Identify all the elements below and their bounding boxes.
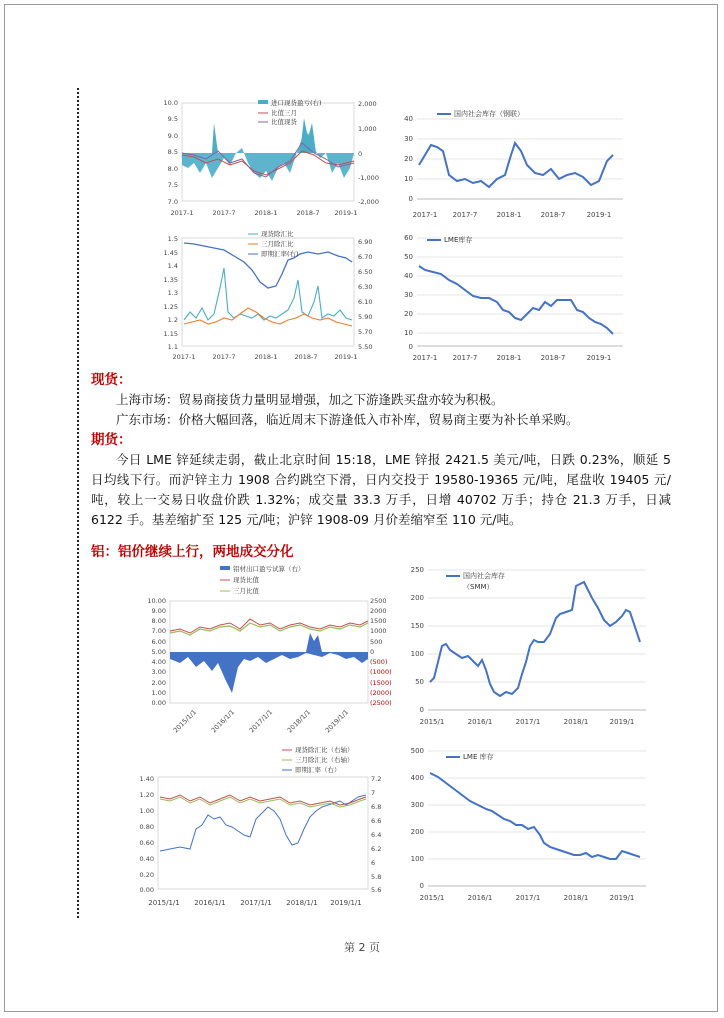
x-tick: 2018/1 bbox=[563, 718, 589, 726]
y-tick: 8.00 bbox=[151, 617, 166, 625]
x-tick: 2016/1 bbox=[467, 718, 493, 726]
y2-tick: 1000 bbox=[370, 627, 387, 635]
y-tick: 100 bbox=[410, 855, 424, 863]
y-tick: 300 bbox=[410, 801, 424, 809]
al-lme-stock-y-axis bbox=[411, 747, 424, 890]
y2-tick: 0 bbox=[370, 648, 375, 656]
y-tick: 150 bbox=[410, 622, 424, 630]
zinc-ratio-svg bbox=[148, 93, 378, 221]
y-tick: 1.35 bbox=[163, 276, 178, 284]
y2-tick: 1,000 bbox=[358, 125, 377, 133]
y-tick: 500 bbox=[410, 747, 424, 755]
y-tick: 1.25 bbox=[163, 303, 178, 311]
legend-entry: 即期汇率（右） bbox=[295, 766, 341, 774]
y2-tick: 6.50 bbox=[358, 268, 373, 276]
y2-tick: 6.8 bbox=[371, 803, 382, 811]
x-tick: 2017/1/1 bbox=[240, 899, 272, 907]
y2-tick: 7.2 bbox=[371, 775, 382, 783]
y-tick: 1.00 bbox=[151, 689, 166, 697]
zn-ratio-legend bbox=[258, 98, 322, 126]
legend-entry: 国内社会库存（钢联） bbox=[454, 110, 524, 118]
y-tick: 3.00 bbox=[151, 668, 166, 676]
zinc-lme-stock-chart bbox=[395, 228, 635, 364]
y-tick: 40 bbox=[404, 115, 413, 123]
zn-fx-spot-line bbox=[184, 268, 352, 320]
y2-tick: 6.4 bbox=[371, 831, 382, 839]
y-tick: 9.00 bbox=[151, 607, 166, 615]
legend-entry: 铝材出口盈亏试算（右） bbox=[233, 565, 305, 573]
legend-entry: LME库存 bbox=[444, 236, 473, 244]
al-ratio-legend bbox=[220, 564, 305, 595]
zn-ratio-bars bbox=[182, 118, 354, 181]
x-tick: 2018-1 bbox=[496, 211, 522, 219]
y2-tick: 5.50 bbox=[358, 343, 373, 351]
legend-entry: LME 库存 bbox=[463, 753, 494, 761]
aluminum-lme-stock-svg bbox=[400, 745, 650, 905]
x-tick: 2018-1 bbox=[496, 354, 522, 362]
margin-dotted-line bbox=[77, 88, 79, 918]
spot-shanghai-text: 上海市场：贸易商接货力量明显增强，加之下游逢跌买盘亦较为积极。 bbox=[116, 392, 504, 407]
spot-guangdong-text: 广东市场：价格大幅回落，临近周末下游逢低入市补库，贸易商主要为补长单采购。 bbox=[116, 412, 579, 427]
y-tick: 0.40 bbox=[139, 855, 154, 863]
al-fx-ratio-y2-axis bbox=[371, 775, 381, 894]
y2-tick: 5.8 bbox=[371, 873, 382, 881]
al-ratio-3m-line bbox=[170, 623, 368, 635]
aluminum-fx-ratio-svg bbox=[130, 745, 382, 915]
y2-tick: (1000) bbox=[370, 668, 392, 676]
zn-fx-ratio-y2-axis bbox=[358, 238, 372, 351]
x-tick: 2019/1/1 bbox=[323, 708, 351, 735]
y-tick: 1.45 bbox=[163, 249, 178, 257]
al-domestic-stock-y-axis bbox=[411, 566, 424, 714]
x-tick: 2019/1/1 bbox=[330, 899, 362, 907]
x-tick: 2016/1 bbox=[467, 894, 493, 902]
al-fx-3m-line bbox=[160, 797, 366, 807]
y-tick: 0.00 bbox=[151, 699, 166, 707]
x-tick: 2015/1 bbox=[419, 894, 445, 902]
y2-tick: 7 bbox=[371, 789, 376, 797]
y-tick: 250 bbox=[410, 566, 424, 574]
zinc-lme-stock-svg bbox=[395, 228, 635, 364]
y2-tick: -1,000 bbox=[358, 174, 379, 182]
y-tick: 7.00 bbox=[151, 627, 166, 635]
x-tick: 2017-1 bbox=[172, 353, 196, 361]
zinc-domestic-stock-chart bbox=[395, 95, 635, 223]
legend-entry: 即期汇率(右) bbox=[261, 250, 299, 258]
y-tick: 0.00 bbox=[139, 886, 154, 894]
y-tick: 9.5 bbox=[167, 115, 178, 123]
y2-tick: (500) bbox=[370, 658, 388, 666]
zn-lme-stock-legend bbox=[427, 235, 472, 244]
gridlines bbox=[428, 570, 646, 682]
aluminum-lme-stock-chart bbox=[400, 745, 650, 905]
y-tick: 10.0 bbox=[163, 99, 178, 107]
x-tick: 2016/1/1 bbox=[194, 899, 226, 907]
page-footer: 第 2 页 bbox=[344, 941, 380, 954]
al-domestic-stock-x-axis bbox=[420, 718, 635, 726]
zn-fx-ratio-legend bbox=[248, 229, 299, 258]
x-tick: 2018-7 bbox=[296, 209, 320, 217]
al-fx-ratio-y-axis bbox=[140, 775, 154, 894]
x-tick: 2016/1/1 bbox=[209, 708, 237, 735]
x-tick: 2015/1 bbox=[419, 718, 445, 726]
legend-entry: 三月除汇比（右轴） bbox=[295, 756, 354, 764]
futures-heading: 期货： bbox=[91, 432, 132, 448]
y-tick: 20 bbox=[404, 310, 413, 318]
y-tick: 200 bbox=[410, 594, 424, 602]
x-tick: 2019-1 bbox=[586, 354, 612, 362]
zn-fx-ratio-x-axis bbox=[172, 353, 357, 361]
y-tick: 10 bbox=[404, 175, 413, 183]
al-ratio-x-ticks bbox=[172, 708, 350, 734]
al-lme-stock-line bbox=[430, 773, 640, 859]
y-tick: 0.20 bbox=[139, 871, 154, 879]
x-tick: 2019-1 bbox=[586, 211, 612, 219]
al-ratio-x-axis bbox=[130, 709, 380, 735]
x-tick: 2019-1 bbox=[334, 209, 358, 217]
y2-tick: 0 bbox=[358, 150, 363, 158]
legend-entry: 进口现货盈亏(右) bbox=[271, 99, 322, 107]
legend-entry: 国内社会库存 bbox=[463, 572, 505, 580]
y-tick: 1.00 bbox=[139, 807, 154, 815]
zn-domestic-stock-x-axis bbox=[413, 211, 612, 219]
x-tick: 2018/1/1 bbox=[286, 899, 318, 907]
spot-heading: 现货： bbox=[91, 372, 132, 388]
legend-entry: 现货除汇比（右轴） bbox=[295, 746, 354, 754]
zinc-domestic-stock-svg bbox=[395, 95, 635, 223]
x-tick: 2015/1/1 bbox=[148, 899, 180, 907]
y-tick: 50 bbox=[415, 678, 424, 686]
aluminum-ratio-chart bbox=[130, 563, 392, 735]
legend-entry: 比值三月 bbox=[271, 109, 297, 117]
x-tick: 2019/1 bbox=[609, 718, 635, 726]
y-tick: 7.0 bbox=[167, 198, 178, 206]
y-tick: 4.00 bbox=[151, 658, 166, 666]
y2-tick: 6 bbox=[371, 859, 376, 867]
x-tick: 2018-7 bbox=[540, 211, 566, 219]
legend-entry: 现货除汇比 bbox=[261, 230, 294, 238]
y-tick: 10 bbox=[404, 329, 413, 337]
legend-entry: （SMM） bbox=[463, 583, 494, 591]
y-tick: 1.3 bbox=[167, 289, 178, 297]
y2-tick: 6.30 bbox=[358, 283, 373, 291]
aluminum-fx-ratio-chart bbox=[130, 745, 382, 915]
zn-domestic-stock-y-axis bbox=[404, 115, 413, 203]
al-export-bars bbox=[170, 652, 368, 693]
x-tick: 2018/1 bbox=[563, 894, 589, 902]
x-tick: 2018-7 bbox=[540, 354, 566, 362]
x-tick: 2018-1 bbox=[254, 209, 278, 217]
y2-tick: 5.70 bbox=[358, 328, 373, 336]
y-tick: 9.0 bbox=[167, 132, 178, 140]
y2-tick: (1500) bbox=[370, 679, 392, 687]
y-tick: 50 bbox=[404, 253, 413, 261]
y2-tick: 2000 bbox=[370, 607, 387, 615]
y-tick: 60 bbox=[404, 234, 413, 242]
y2-tick: -2,000 bbox=[358, 198, 379, 206]
y-tick: 1.40 bbox=[139, 775, 154, 783]
al-export-bars-positive bbox=[306, 633, 322, 652]
y2-tick: 2,000 bbox=[358, 100, 377, 108]
al-fx-spot-line bbox=[160, 795, 366, 805]
y-tick: 40 bbox=[404, 272, 413, 280]
y-tick: 1.15 bbox=[163, 330, 178, 338]
y-tick: 400 bbox=[410, 774, 424, 782]
y-tick: 1.4 bbox=[167, 262, 178, 270]
zn-lme-stock-y-axis bbox=[404, 234, 413, 351]
x-tick: 2017-7 bbox=[212, 209, 236, 217]
legend-entry: 现货比值 bbox=[233, 576, 259, 584]
y-tick: 0 bbox=[419, 882, 424, 890]
zn-domestic-stock-legend bbox=[437, 109, 524, 118]
y2-tick: 500 bbox=[370, 638, 383, 646]
al-domestic-stock-line bbox=[430, 582, 640, 696]
y-tick: 6.00 bbox=[151, 638, 166, 646]
y-tick: 10.00 bbox=[147, 597, 166, 605]
y2-tick: 1500 bbox=[370, 617, 387, 625]
market-commentary bbox=[91, 370, 671, 530]
zn-ratio-y-axis bbox=[164, 99, 178, 206]
y2-tick: (2500) bbox=[370, 699, 392, 707]
x-tick: 2017/1/1 bbox=[247, 708, 275, 735]
y-tick: 5.00 bbox=[151, 648, 166, 656]
y2-tick: 6.6 bbox=[371, 817, 382, 825]
x-tick: 2018/1/1 bbox=[285, 708, 313, 735]
y-tick: 8.5 bbox=[167, 148, 178, 156]
x-tick: 2017/1 bbox=[515, 718, 541, 726]
y-tick: 7.5 bbox=[167, 181, 178, 189]
aluminum-domestic-stock-chart bbox=[400, 562, 650, 732]
y-tick: 0 bbox=[408, 195, 413, 203]
y2-tick: 6.2 bbox=[371, 845, 382, 853]
y-tick: 0 bbox=[419, 706, 424, 714]
aluminum-ratio-svg bbox=[130, 563, 392, 713]
y2-tick: 6.90 bbox=[358, 238, 373, 246]
x-tick: 2017-7 bbox=[452, 354, 478, 362]
x-tick: 2017-1 bbox=[412, 354, 438, 362]
al-domestic-stock-legend bbox=[446, 571, 505, 591]
aluminum-domestic-stock-svg bbox=[400, 562, 650, 732]
x-tick: 2018-7 bbox=[294, 353, 318, 361]
zn-ratio-x-axis bbox=[170, 209, 357, 217]
y-tick: 100 bbox=[410, 650, 424, 658]
al-fx-ratio-x-axis bbox=[148, 899, 361, 907]
x-tick: 2017-7 bbox=[212, 353, 236, 361]
y-tick: 0 bbox=[408, 343, 413, 351]
legend-entry: 三月比值 bbox=[233, 587, 259, 595]
y-tick: 0.60 bbox=[139, 839, 154, 847]
zn-ratio-y2-axis bbox=[358, 100, 379, 206]
y-tick: 1.5 bbox=[167, 235, 178, 243]
x-tick: 2015/1/1 bbox=[171, 708, 199, 735]
x-tick: 2017-1 bbox=[170, 209, 194, 217]
y2-tick: 5.90 bbox=[358, 313, 373, 321]
zn-fx-ratio-y-axis bbox=[164, 235, 178, 351]
al-lme-stock-legend bbox=[446, 752, 494, 761]
gridlines bbox=[417, 119, 623, 199]
legend-entry: 比值现货 bbox=[271, 118, 297, 126]
y-tick: 2.00 bbox=[151, 679, 166, 687]
zn-domestic-stock-line bbox=[419, 143, 613, 187]
y2-tick: 5.6 bbox=[371, 886, 382, 894]
y-tick: 8.0 bbox=[167, 165, 178, 173]
y2-tick: 6.10 bbox=[358, 298, 373, 306]
gridlines bbox=[428, 751, 646, 859]
zinc-ratio-chart bbox=[148, 93, 378, 221]
y-tick: 200 bbox=[410, 828, 424, 836]
x-tick: 2019/1 bbox=[609, 894, 635, 902]
y2-tick: (2000) bbox=[370, 689, 392, 697]
aluminum-headline: 铝：铝价继续上行，两地成交分化 bbox=[91, 544, 294, 560]
x-tick: 2017-7 bbox=[452, 211, 478, 219]
y2-tick: 2500 bbox=[370, 597, 387, 605]
y-tick: 1.2 bbox=[167, 316, 178, 324]
al-ratio-spot-line bbox=[170, 619, 368, 633]
y-tick: 30 bbox=[404, 135, 413, 143]
futures-text: 今日 LME 锌延续走弱，截止北京时间 15:18，LME 锌报 2421.5 美元/吨，日跌 0.23%，顺延 5 日均线下行。而沪锌主力 1908 合约跳空下滑，日内交投于 19580-19365 元/吨，尾盘收 19405 元/吨，较上一交易日收盘价跌 1.32%；成交量 33.3 万手，日增 40702 万手；持仓 21.3 万手，日减 6122 手。基差缩扩至 125 元/吨；沪锌 1908-09 月价差缩窄至 110 元/吨。 bbox=[91, 452, 671, 527]
y-tick: 1.1 bbox=[167, 343, 178, 351]
y2-tick: 6.70 bbox=[358, 253, 373, 261]
x-tick: 2017/1 bbox=[515, 894, 541, 902]
x-tick: 2018-1 bbox=[254, 353, 278, 361]
al-fx-ratio-legend bbox=[282, 745, 354, 774]
zinc-fx-ratio-chart bbox=[148, 228, 380, 364]
y-tick: 0.80 bbox=[139, 823, 154, 831]
legend-entry: 三月除汇比 bbox=[261, 240, 294, 248]
x-tick: 2019-1 bbox=[334, 353, 358, 361]
al-lme-stock-x-axis bbox=[420, 894, 635, 902]
x-tick: 2017-1 bbox=[412, 211, 438, 219]
zn-lme-stock-x-axis bbox=[413, 354, 612, 362]
y-tick: 30 bbox=[404, 291, 413, 299]
y-tick: 20 bbox=[404, 155, 413, 163]
al-ratio-y-axis bbox=[147, 597, 166, 707]
zinc-fx-ratio-svg bbox=[148, 228, 380, 364]
y-tick: 1.20 bbox=[139, 791, 154, 799]
